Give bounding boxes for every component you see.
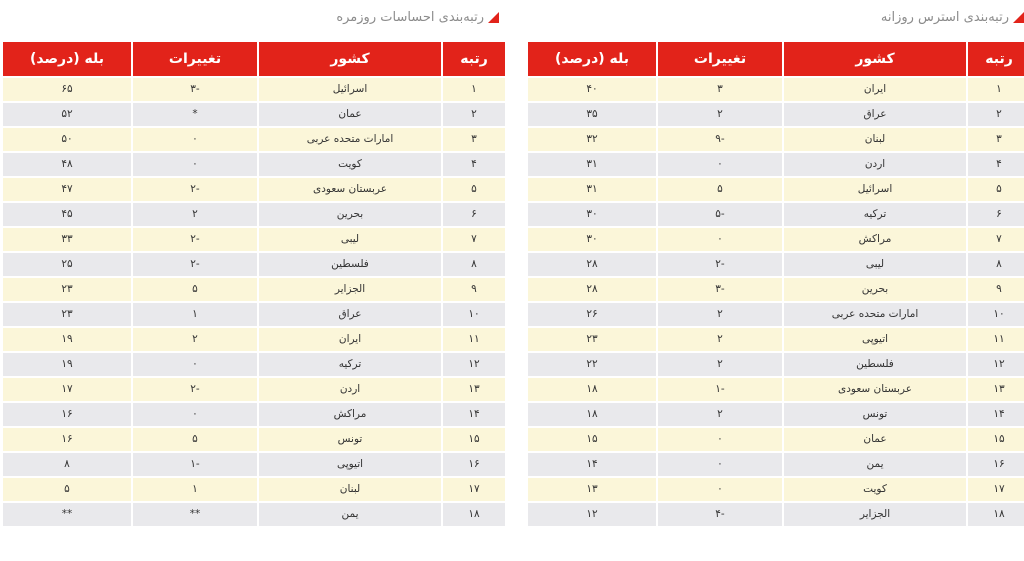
cell-change: ۱ bbox=[133, 478, 257, 501]
cell-change: ۵ bbox=[133, 428, 257, 451]
cell-rank: ۱۶ bbox=[443, 453, 505, 476]
cell-yes: ۴۷ bbox=[3, 178, 131, 201]
table-row bbox=[3, 278, 505, 301]
cell-yes: ۴۵ bbox=[3, 203, 131, 226]
cell-rank: ۱۰ bbox=[968, 303, 1024, 326]
table-row bbox=[3, 428, 505, 451]
header-change: تغییرات bbox=[658, 42, 782, 76]
table-row bbox=[3, 353, 505, 376]
cell-change: ۵ bbox=[658, 178, 782, 201]
cell-country: لبنان bbox=[259, 478, 441, 501]
table-row bbox=[528, 203, 1024, 226]
cell-country: عربستان سعودی bbox=[259, 178, 441, 201]
cell-change: ۲ bbox=[658, 353, 782, 376]
cell-yes: ۴۸ bbox=[3, 153, 131, 176]
cell-rank: ۲ bbox=[968, 103, 1024, 126]
cell-rank: ۲ bbox=[443, 103, 505, 126]
cell-rank: ۱ bbox=[968, 78, 1024, 101]
cell-change: ۰ bbox=[658, 428, 782, 451]
cell-country: عمان bbox=[784, 428, 966, 451]
cell-rank: ۵ bbox=[443, 178, 505, 201]
table-body bbox=[3, 78, 505, 526]
cell-change: -۲ bbox=[133, 228, 257, 251]
table-row bbox=[528, 478, 1024, 501]
table-row bbox=[528, 303, 1024, 326]
table-row bbox=[3, 303, 505, 326]
cell-change: * bbox=[133, 103, 257, 126]
cell-rank: ۱۵ bbox=[443, 428, 505, 451]
cell-change: ۲ bbox=[658, 403, 782, 426]
cell-yes: ۵۲ bbox=[3, 103, 131, 126]
cell-country: امارات متحده عربی bbox=[784, 303, 966, 326]
cell-country: لبنان bbox=[784, 128, 966, 151]
cell-yes: ۲۶ bbox=[528, 303, 656, 326]
cell-yes: ۲۲ bbox=[528, 353, 656, 376]
cell-yes: ۱۹ bbox=[3, 353, 131, 376]
cell-country: ایران bbox=[784, 78, 966, 101]
cell-country: ترکیه bbox=[259, 353, 441, 376]
cell-rank: ۵ bbox=[968, 178, 1024, 201]
table-row bbox=[528, 128, 1024, 151]
daily-emotions-table bbox=[1, 40, 507, 528]
cell-change: ۲ bbox=[133, 203, 257, 226]
cell-country: لیبی bbox=[784, 253, 966, 276]
cell-country: ایران bbox=[259, 328, 441, 351]
cell-rank: ۱۵ bbox=[968, 428, 1024, 451]
cell-country: عراق bbox=[784, 103, 966, 126]
cell-yes: ۱۷ bbox=[3, 378, 131, 401]
cell-change: -۲ bbox=[133, 378, 257, 401]
table-row bbox=[528, 78, 1024, 101]
cell-yes: ۱۵ bbox=[528, 428, 656, 451]
cell-rank: ۱۰ bbox=[443, 303, 505, 326]
table-body bbox=[528, 78, 1024, 526]
cell-rank: ۹ bbox=[443, 278, 505, 301]
table-row bbox=[3, 203, 505, 226]
header-country: کشور bbox=[784, 42, 966, 76]
cell-change: -۱ bbox=[658, 378, 782, 401]
cell-rank: ۳ bbox=[443, 128, 505, 151]
cell-yes: ۲۸ bbox=[528, 278, 656, 301]
cell-rank: ۱۸ bbox=[968, 503, 1024, 526]
table-row bbox=[528, 453, 1024, 476]
cell-yes: ۳۰ bbox=[528, 228, 656, 251]
cell-country: الجزایر bbox=[259, 278, 441, 301]
table-header-row bbox=[528, 42, 1024, 76]
cell-change: -۲ bbox=[133, 178, 257, 201]
cell-country: تونس bbox=[784, 403, 966, 426]
table-row bbox=[528, 103, 1024, 126]
cell-rank: ۷ bbox=[968, 228, 1024, 251]
cell-change: ۰ bbox=[133, 128, 257, 151]
cell-yes: ۳۳ bbox=[3, 228, 131, 251]
cell-yes: ۸ bbox=[3, 453, 131, 476]
cell-country: مراکش bbox=[784, 228, 966, 251]
daily-stress-title-text: رتبه‌بندی استرس روزانه bbox=[880, 10, 1009, 25]
cell-country: ترکیه bbox=[784, 203, 966, 226]
cell-yes: ۲۵ bbox=[3, 253, 131, 276]
table-row bbox=[3, 328, 505, 351]
cell-yes: ۳۲ bbox=[528, 128, 656, 151]
red-triangle-icon bbox=[488, 12, 499, 23]
cell-country: اردن bbox=[784, 153, 966, 176]
table-row bbox=[528, 378, 1024, 401]
daily-stress-table bbox=[526, 40, 1024, 528]
cell-country: بحرین bbox=[259, 203, 441, 226]
cell-country: یمن bbox=[259, 503, 441, 526]
cell-yes: ۱۳ bbox=[528, 478, 656, 501]
cell-yes: ۲۳ bbox=[3, 303, 131, 326]
cell-change: ۰ bbox=[658, 453, 782, 476]
table-row bbox=[3, 228, 505, 251]
table-row bbox=[3, 453, 505, 476]
cell-change: -۱ bbox=[133, 453, 257, 476]
cell-change: ۲ bbox=[658, 303, 782, 326]
cell-yes: ۱۶ bbox=[3, 403, 131, 426]
cell-rank: ۱۴ bbox=[443, 403, 505, 426]
table-row bbox=[528, 503, 1024, 526]
cell-change: ۰ bbox=[658, 228, 782, 251]
header-yes-percent: بله (درصد) bbox=[528, 42, 656, 76]
cell-rank: ۱۳ bbox=[443, 378, 505, 401]
cell-country: اسرائیل bbox=[259, 78, 441, 101]
table-row bbox=[528, 153, 1024, 176]
cell-change: ** bbox=[133, 503, 257, 526]
cell-yes: ۱۴ bbox=[528, 453, 656, 476]
cell-yes: ۳۱ bbox=[528, 178, 656, 201]
cell-yes: ۱۸ bbox=[528, 403, 656, 426]
cell-change: ۰ bbox=[658, 478, 782, 501]
header-country: کشور bbox=[259, 42, 441, 76]
table-row bbox=[528, 278, 1024, 301]
table-row bbox=[3, 503, 505, 526]
table-row bbox=[528, 228, 1024, 251]
cell-yes: ۱۹ bbox=[3, 328, 131, 351]
cell-change: ۲ bbox=[133, 328, 257, 351]
cell-yes: ۱۶ bbox=[3, 428, 131, 451]
cell-country: امارات متحده عربی bbox=[259, 128, 441, 151]
cell-country: یمن bbox=[784, 453, 966, 476]
cell-change: ۰ bbox=[133, 153, 257, 176]
cell-yes: ۳۱ bbox=[528, 153, 656, 176]
cell-country: فلسطین bbox=[259, 253, 441, 276]
cell-change: -۵ bbox=[658, 203, 782, 226]
cell-country: الجزایر bbox=[784, 503, 966, 526]
cell-rank: ۱۷ bbox=[443, 478, 505, 501]
cell-rank: ۱۲ bbox=[968, 353, 1024, 376]
cell-country: عراق bbox=[259, 303, 441, 326]
table-row bbox=[3, 128, 505, 151]
cell-yes: ۵۰ bbox=[3, 128, 131, 151]
cell-yes: ۳۰ bbox=[528, 203, 656, 226]
table-row bbox=[3, 103, 505, 126]
cell-change: ۰ bbox=[658, 153, 782, 176]
cell-yes: ۵ bbox=[3, 478, 131, 501]
table-row bbox=[3, 253, 505, 276]
cell-yes: ۶۵ bbox=[3, 78, 131, 101]
header-rank: رتبه bbox=[968, 42, 1024, 76]
cell-rank: ۱۱ bbox=[968, 328, 1024, 351]
cell-rank: ۱۲ bbox=[443, 353, 505, 376]
cell-country: عربستان سعودی bbox=[784, 378, 966, 401]
cell-change: ۲ bbox=[658, 103, 782, 126]
cell-yes: ۱۸ bbox=[528, 378, 656, 401]
table-row bbox=[3, 178, 505, 201]
header-change: تغییرات bbox=[133, 42, 257, 76]
table-row bbox=[528, 428, 1024, 451]
cell-rank: ۴ bbox=[443, 153, 505, 176]
cell-rank: ۳ bbox=[968, 128, 1024, 151]
cell-change: -۳ bbox=[658, 278, 782, 301]
cell-change: -۹ bbox=[658, 128, 782, 151]
daily-emotions-title bbox=[336, 10, 499, 25]
cell-country: کویت bbox=[259, 153, 441, 176]
table-row bbox=[528, 353, 1024, 376]
cell-rank: ۱۸ bbox=[443, 503, 505, 526]
cell-change: ۵ bbox=[133, 278, 257, 301]
cell-country: فلسطین bbox=[784, 353, 966, 376]
cell-rank: ۷ bbox=[443, 228, 505, 251]
cell-country: لیبی bbox=[259, 228, 441, 251]
cell-change: -۲ bbox=[133, 253, 257, 276]
red-triangle-icon bbox=[1013, 12, 1024, 23]
cell-rank: ۶ bbox=[443, 203, 505, 226]
cell-rank: ۱۳ bbox=[968, 378, 1024, 401]
cell-yes: ۲۳ bbox=[528, 328, 656, 351]
table-row bbox=[3, 153, 505, 176]
cell-rank: ۱۶ bbox=[968, 453, 1024, 476]
cell-rank: ۱۱ bbox=[443, 328, 505, 351]
cell-rank: ۱۴ bbox=[968, 403, 1024, 426]
cell-country: تونس bbox=[259, 428, 441, 451]
table-header-row bbox=[3, 42, 505, 76]
cell-change: ۰ bbox=[133, 403, 257, 426]
cell-change: ۰ bbox=[133, 353, 257, 376]
table-row bbox=[3, 478, 505, 501]
table-row bbox=[3, 403, 505, 426]
cell-change: ۳ bbox=[658, 78, 782, 101]
cell-country: اردن bbox=[259, 378, 441, 401]
table-row bbox=[3, 378, 505, 401]
cell-rank: ۸ bbox=[443, 253, 505, 276]
cell-rank: ۸ bbox=[968, 253, 1024, 276]
cell-yes: ** bbox=[3, 503, 131, 526]
cell-country: بحرین bbox=[784, 278, 966, 301]
cell-country: اتیوپی bbox=[259, 453, 441, 476]
cell-country: مراکش bbox=[259, 403, 441, 426]
cell-change: -۴ bbox=[658, 503, 782, 526]
cell-yes: ۲۸ bbox=[528, 253, 656, 276]
cell-rank: ۱۷ bbox=[968, 478, 1024, 501]
cell-country: کویت bbox=[784, 478, 966, 501]
cell-change: ۱ bbox=[133, 303, 257, 326]
cell-rank: ۶ bbox=[968, 203, 1024, 226]
cell-yes: ۲۳ bbox=[3, 278, 131, 301]
table-row bbox=[528, 253, 1024, 276]
daily-emotions-title-text: رتبه‌بندی احساسات روزمره bbox=[336, 10, 484, 25]
cell-rank: ۴ bbox=[968, 153, 1024, 176]
table-row bbox=[528, 178, 1024, 201]
cell-change: ۲ bbox=[658, 328, 782, 351]
header-rank: رتبه bbox=[443, 42, 505, 76]
cell-country: اسرائیل bbox=[784, 178, 966, 201]
cell-change: -۲ bbox=[658, 253, 782, 276]
cell-yes: ۴۰ bbox=[528, 78, 656, 101]
cell-country: اتیوپی bbox=[784, 328, 966, 351]
header-yes-percent: بله (درصد) bbox=[3, 42, 131, 76]
cell-country: عمان bbox=[259, 103, 441, 126]
cell-rank: ۱ bbox=[443, 78, 505, 101]
cell-yes: ۱۲ bbox=[528, 503, 656, 526]
table-row bbox=[3, 78, 505, 101]
daily-stress-title bbox=[881, 10, 1024, 25]
cell-yes: ۳۵ bbox=[528, 103, 656, 126]
table-row bbox=[528, 328, 1024, 351]
cell-change: -۳ bbox=[133, 78, 257, 101]
cell-rank: ۹ bbox=[968, 278, 1024, 301]
table-row bbox=[528, 403, 1024, 426]
